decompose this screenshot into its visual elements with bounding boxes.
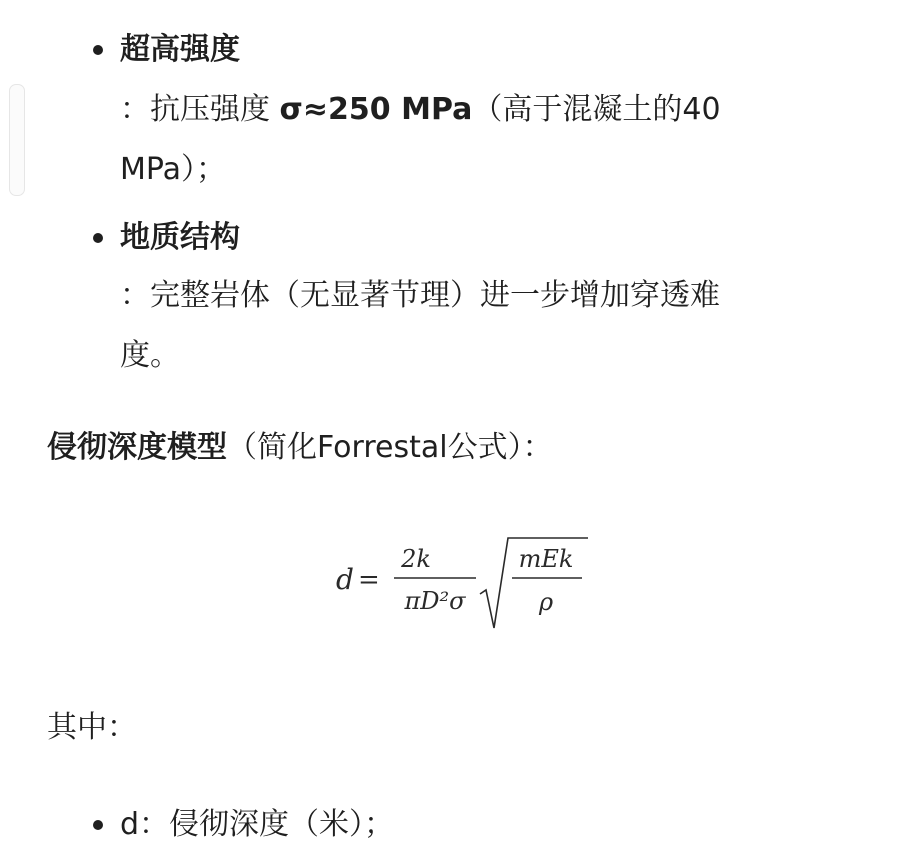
description-line: ：抗压强度 σ≈250 MPa（高于混凝土的40 bbox=[120, 92, 721, 127]
where-label: 其中： bbox=[47, 710, 137, 745]
model-heading bbox=[47, 428, 553, 468]
bullet-dot bbox=[93, 45, 103, 55]
model-heading-bold: 侵彻深度模型 bbox=[47, 430, 227, 465]
bullet-description bbox=[120, 266, 820, 386]
formula-equals: = bbox=[358, 565, 380, 595]
description-line: 度。 bbox=[120, 338, 180, 373]
formula-denominator: πD²σ bbox=[404, 587, 466, 615]
list-item bbox=[0, 803, 918, 847]
model-heading-rest: （简化Forrestal公式）： bbox=[227, 430, 553, 465]
penetration-formula bbox=[330, 530, 590, 640]
bullet-dot bbox=[93, 233, 103, 243]
scroll-handle[interactable] bbox=[9, 84, 25, 196]
bullet-dot bbox=[93, 820, 103, 830]
formula-numerator: 2k bbox=[401, 545, 431, 573]
description-line: ：完整岩体（无显著节理）进一步增加穿透难 bbox=[120, 278, 720, 313]
strength-value: σ≈250 MPa bbox=[279, 92, 473, 127]
variable-definition: d：侵彻深度（米）； bbox=[120, 807, 395, 842]
formula-sqrt-denominator: ρ bbox=[538, 588, 554, 616]
bullet-title: 地质结构 bbox=[120, 220, 240, 255]
formula-sqrt-numerator: mEk bbox=[518, 545, 574, 573]
formula-lhs: d bbox=[336, 563, 354, 596]
description-line: MPa）； bbox=[120, 152, 227, 187]
bullet-title: 超高强度 bbox=[120, 32, 240, 67]
bullet-description bbox=[120, 80, 820, 200]
